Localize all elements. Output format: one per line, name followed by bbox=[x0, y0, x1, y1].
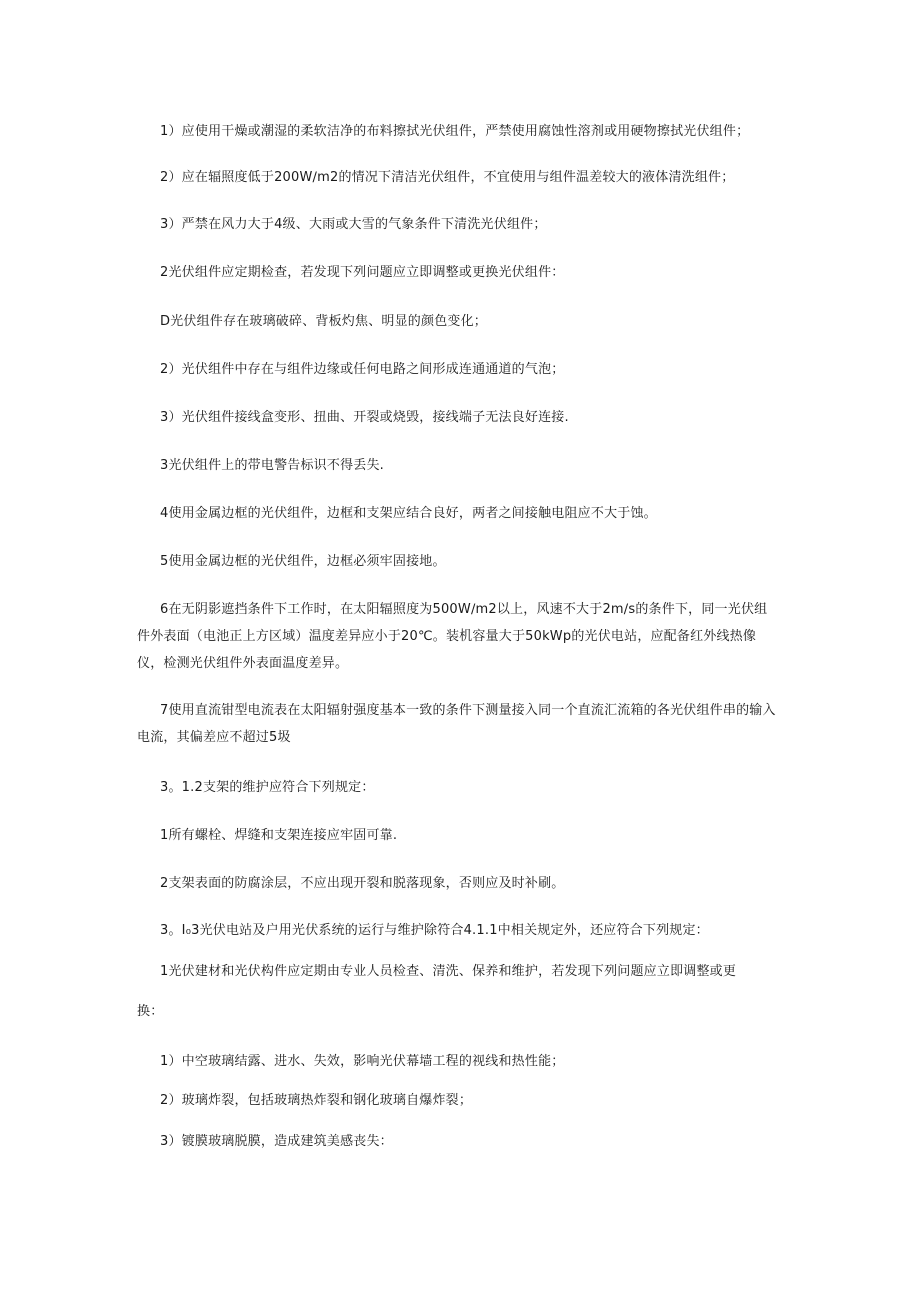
paragraph: 3。1.2支架的维护应符合下列规定： bbox=[160, 780, 375, 795]
paragraph: 3）严禁在风力大于4级、大雨或大雪的气象条件下清洗光伏组件； bbox=[160, 217, 547, 232]
paragraph: 换： bbox=[137, 1004, 164, 1019]
paragraph: 6在无阴影遮挡条件下工作时，在太阳辐照度为500W∕m2以上，风速不大于2m∕s的条件下，同一光伏组件外表面（电池正上方区域）温度差异应小于20℃。装机容量大于50kWp的光伏电站，应配备红外线热像仪，检测光伏组件外表面温度差异。 bbox=[137, 602, 768, 671]
paragraph: 5使用金属边框的光伏组件，边框必须牢固接地。 bbox=[160, 554, 446, 569]
paragraph: 1）中空玻璃结露、进水、失效，影响光伏幕墙工程的视线和热性能； bbox=[160, 1054, 565, 1069]
paragraph: 3）镀膜玻璃脱膜，造成建筑美感丧失： bbox=[160, 1134, 393, 1149]
paragraph: D光伏组件存在玻璃破碎、背板灼焦、明显的颜色变化； bbox=[160, 314, 488, 329]
paragraph: 7使用直流钳型电流表在太阳辐射强度基本一致的条件下测量接入同一个直流汇流箱的各光伏组件串的输入电流，其偏差应不超过5圾 bbox=[137, 703, 776, 745]
paragraph: 3光伏组件上的带电警告标识不得丢失. bbox=[160, 458, 385, 473]
paragraph: 1）应使用干燥或潮湿的柔软洁净的布料擦拭光伏组件，严禁使用腐蚀性溶剂或用硬物擦拭光伏组件； bbox=[160, 124, 750, 139]
paragraph: 2光伏组件应定期检查，若发现下列问题应立即调整或更换光伏组件： bbox=[160, 265, 565, 280]
paragraph: 2）玻璃炸裂，包括玻璃热炸裂和钢化玻璃自爆炸裂； bbox=[160, 1093, 473, 1108]
paragraph: 1光伏建材和光伏构件应定期由专业人员检查、清洗、保养和维护，若发现下列问题应立即调整或更 bbox=[160, 964, 737, 979]
paragraph: 1所有螺栓、焊缝和支架连接应牢固可靠. bbox=[160, 828, 398, 843]
paragraph: 2支架表面的防腐涂层，不应出现开裂和脱落现象，否则应及时补刷。 bbox=[160, 876, 565, 891]
paragraph: 2）应在辐照度低于200W∕m2的情况下清洁光伏组件，不宜使用与组件温差较大的液体清洗组件； bbox=[160, 170, 735, 185]
paragraph: 3。I₀3光伏电站及户用光伏系统的运行与维护除符合4.1.1中相关规定外，还应符合下列规定： bbox=[160, 923, 709, 938]
paragraph: 2）光伏组件中存在与组件边缘或任何电路之间形成连通通道的气泡； bbox=[160, 362, 565, 377]
paragraph: 3）光伏组件接线盒变形、扭曲、开裂或烧毁，接线端子无法良好连接. bbox=[160, 410, 569, 425]
paragraph: 4使用金属边框的光伏组件，边框和支架应结合良好，两者之间接触电阻应不大于蚀。 bbox=[160, 506, 657, 521]
